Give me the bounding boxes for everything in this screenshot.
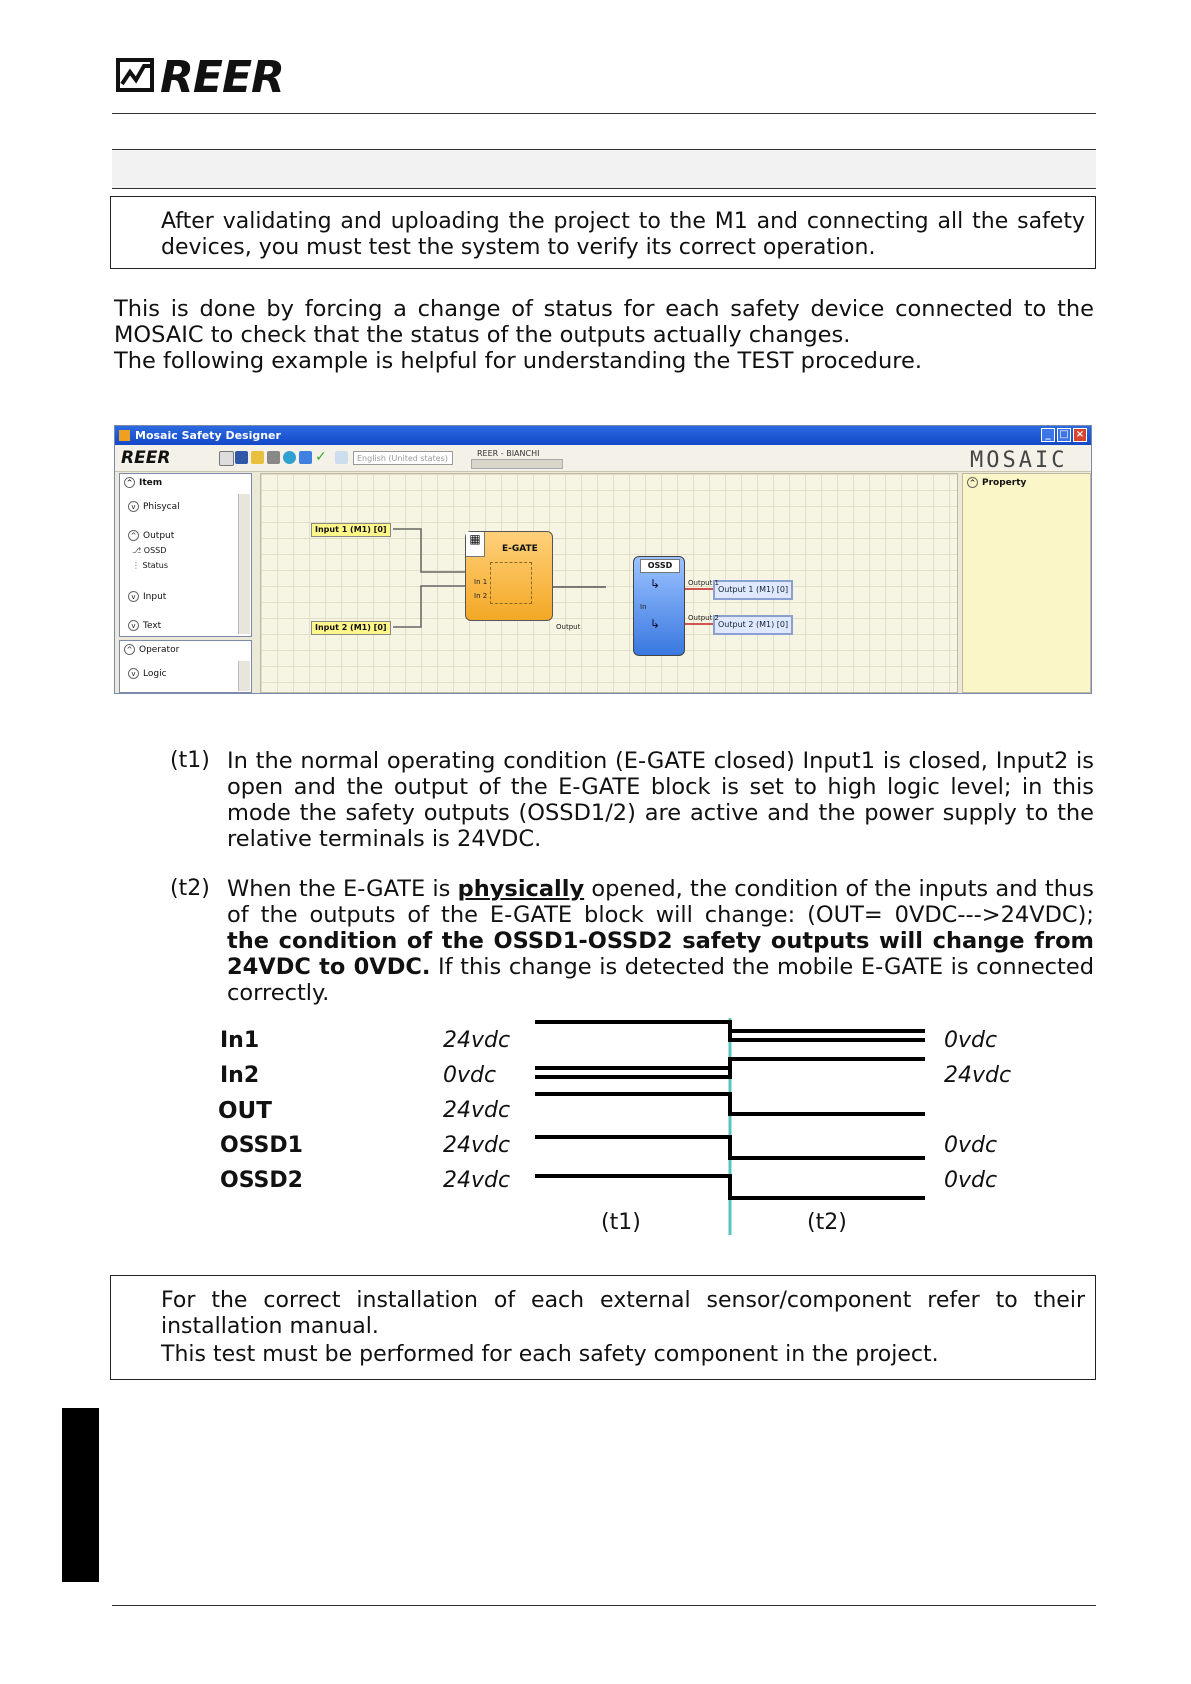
- egate-in1: In 1: [474, 578, 488, 586]
- note-box-top: [110, 196, 1096, 269]
- in1-before: 24vdc: [443, 1028, 511, 1053]
- wave-ossd1: [535, 1137, 925, 1158]
- step-t2-part1: When the E-GATE is: [227, 876, 458, 902]
- step-t2-text: [227, 876, 1094, 1006]
- open-icon[interactable]: [251, 451, 264, 464]
- step-t2-part2: opened, the condition of the inputs and thus of the outputs of the E-GATE block will change: (OUT= 0VDC--->24VDC);: [227, 876, 1094, 928]
- software-screenshot: [114, 425, 1092, 694]
- close-icon[interactable]: ×: [1073, 428, 1087, 442]
- mosaic-brand: MOSAIC: [970, 448, 1068, 473]
- toolbar: [115, 445, 1091, 472]
- step-t2-label: (t2): [170, 876, 210, 901]
- step-t2-underlined: physically: [457, 876, 585, 902]
- ossd-block[interactable]: [633, 556, 685, 656]
- intro-line-2: MOSAIC to check that the status of the outputs actually changes.: [114, 322, 851, 348]
- signal-label-ossd2: OSSD2: [220, 1168, 303, 1193]
- design-canvas[interactable]: [260, 473, 958, 693]
- tree-text[interactable]: v Text: [128, 620, 161, 631]
- egate-switch-icon: [490, 562, 532, 604]
- output1-block[interactable]: Output 1 (M1) [0]: [713, 580, 793, 600]
- ossd1-before: 24vdc: [443, 1133, 511, 1158]
- property-label: Property: [982, 478, 1027, 488]
- reer-logo-icon: [116, 58, 156, 94]
- output2-block[interactable]: Output 2 (M1) [0]: [713, 615, 793, 635]
- operator-header[interactable]: ^ Operator: [124, 644, 179, 655]
- note-top-text: After validating and uploading the project to the M1 and connecting all the safety devices, you must test the system to verify its correct operation.: [161, 209, 1085, 260]
- minimize-icon[interactable]: _: [1041, 428, 1055, 442]
- maximize-icon[interactable]: □: [1057, 428, 1071, 442]
- item-panel: [119, 473, 252, 637]
- tree-ossd[interactable]: ⎇ OSSD: [132, 546, 167, 555]
- print-icon[interactable]: [267, 451, 280, 464]
- tree-input[interactable]: v Input: [128, 591, 166, 602]
- note-bottom-line1: For the correct installation of each external sensor/component refer to their installation manual.: [161, 1288, 1085, 1339]
- step-t2-part3: If this change is detected the mobile E-GATE is connected correctly.: [227, 954, 1094, 1006]
- operator-panel: [119, 640, 252, 693]
- step-t2-bold: the condition of the OSSD1-OSSD2 safety outputs will change from 24VDC to 0VDC.: [227, 928, 1094, 980]
- note-bottom-line2: This test must be performed for each safety component in the project.: [161, 1342, 939, 1367]
- property-panel: [962, 473, 1091, 693]
- ossd-out1-label: Output 1: [688, 579, 719, 587]
- in2-before: 0vdc: [443, 1063, 497, 1088]
- ossd-title: OSSD: [640, 559, 680, 573]
- input2-block[interactable]: Input 2 (M1) [0]: [311, 621, 391, 635]
- tree-logic-label: Logic: [143, 669, 167, 679]
- transistor-1-icon: ↳: [650, 577, 661, 591]
- project-name: REER - BIANCHI: [477, 449, 540, 458]
- window-titlebar: [115, 426, 1091, 445]
- language-select[interactable]: English (United states): [353, 451, 453, 465]
- egate-icon: ▦: [466, 532, 485, 557]
- step-t1-label: (t1): [170, 748, 210, 773]
- tree-ossd-label: OSSD: [143, 546, 167, 555]
- header-rule: [112, 113, 1096, 114]
- tree-input-label: Input: [143, 592, 167, 602]
- tree-logic[interactable]: v Logic: [128, 668, 167, 679]
- tree-output-label: Output: [143, 531, 175, 541]
- project-field[interactable]: [471, 459, 563, 469]
- upload-icon[interactable]: [299, 451, 312, 464]
- reer-logo-text: REER: [160, 52, 284, 103]
- phase-t1-label: (t1): [601, 1210, 641, 1235]
- signal-label-in1: In1: [220, 1028, 260, 1053]
- wires: [261, 474, 959, 694]
- toolbar-reer-logo: REER: [121, 448, 171, 468]
- footer-rule: [112, 1605, 1096, 1606]
- ossd-out2-label: Output 2: [688, 614, 719, 622]
- transistor-2-icon: ↳: [650, 617, 661, 631]
- timing-waveforms: [530, 1010, 930, 1240]
- tree-output[interactable]: ^ Output: [128, 530, 174, 541]
- window-title: Mosaic Safety Designer: [135, 429, 281, 442]
- egate-in2: In 2: [474, 592, 488, 600]
- in2-after: 24vdc: [944, 1063, 1012, 1088]
- operator-header-label: Operator: [139, 645, 180, 655]
- item-header-label: Item: [139, 478, 163, 488]
- ossd1-after: 0vdc: [944, 1133, 998, 1158]
- operator-panel-scrollbar[interactable]: [238, 661, 250, 691]
- ossd-in: In: [640, 603, 647, 611]
- language-icon[interactable]: [335, 451, 348, 464]
- tree-text-label: Text: [143, 621, 162, 631]
- section-band: [112, 150, 1096, 188]
- note-box-bottom: [110, 1275, 1096, 1380]
- new-icon[interactable]: [219, 451, 234, 466]
- egate-title: E-GATE: [502, 544, 538, 554]
- input1-block[interactable]: Input 1 (M1) [0]: [311, 523, 391, 537]
- out-before: 24vdc: [443, 1098, 511, 1123]
- tree-phisycal[interactable]: v Phisycal: [128, 501, 180, 512]
- ossd2-after: 0vdc: [944, 1168, 998, 1193]
- signal-label-out: OUT: [218, 1098, 272, 1124]
- signal-label-ossd1: OSSD1: [220, 1133, 303, 1158]
- language-tab-marker: [62, 1408, 99, 1582]
- intro-line-1: This is done by forcing a change of status for each safety device connected to the: [114, 296, 1094, 322]
- tree-status-label: Status: [142, 561, 169, 570]
- app-icon: [119, 430, 130, 441]
- egate-output-label: Output: [556, 623, 581, 631]
- intro-line-3: The following example is helpful for understanding the TEST procedure.: [114, 348, 922, 374]
- save-icon[interactable]: [235, 451, 248, 464]
- property-header[interactable]: ^ Property: [967, 477, 1026, 488]
- phase-t2-label: (t2): [807, 1210, 847, 1235]
- step-t1-text: In the normal operating condition (E-GATE closed) Input1 is closed, Input2 is open and the output of the E-GATE block is set to high logic level; in this mode the safety outputs (OSSD1/2) are active and the power supply to the relative terminals is 24VDC.: [227, 748, 1094, 852]
- egate-block[interactable]: [465, 531, 553, 621]
- tree-phisycal-label: Phisycal: [143, 502, 180, 512]
- wave-ossd2: [535, 1176, 925, 1198]
- signal-label-in2: In2: [220, 1063, 260, 1088]
- connect-icon[interactable]: [283, 451, 296, 464]
- wave-out: [535, 1094, 925, 1114]
- validate-icon[interactable]: ✓: [315, 449, 327, 465]
- item-panel-scrollbar[interactable]: [238, 494, 250, 634]
- tree-status[interactable]: ⋮ Status: [132, 561, 169, 570]
- ossd2-before: 24vdc: [443, 1168, 511, 1193]
- intro-paragraph: [114, 296, 1094, 374]
- in1-after: 0vdc: [944, 1028, 998, 1053]
- section-band-bottom-rule: [112, 188, 1096, 189]
- item-header[interactable]: ^ Item: [124, 477, 162, 488]
